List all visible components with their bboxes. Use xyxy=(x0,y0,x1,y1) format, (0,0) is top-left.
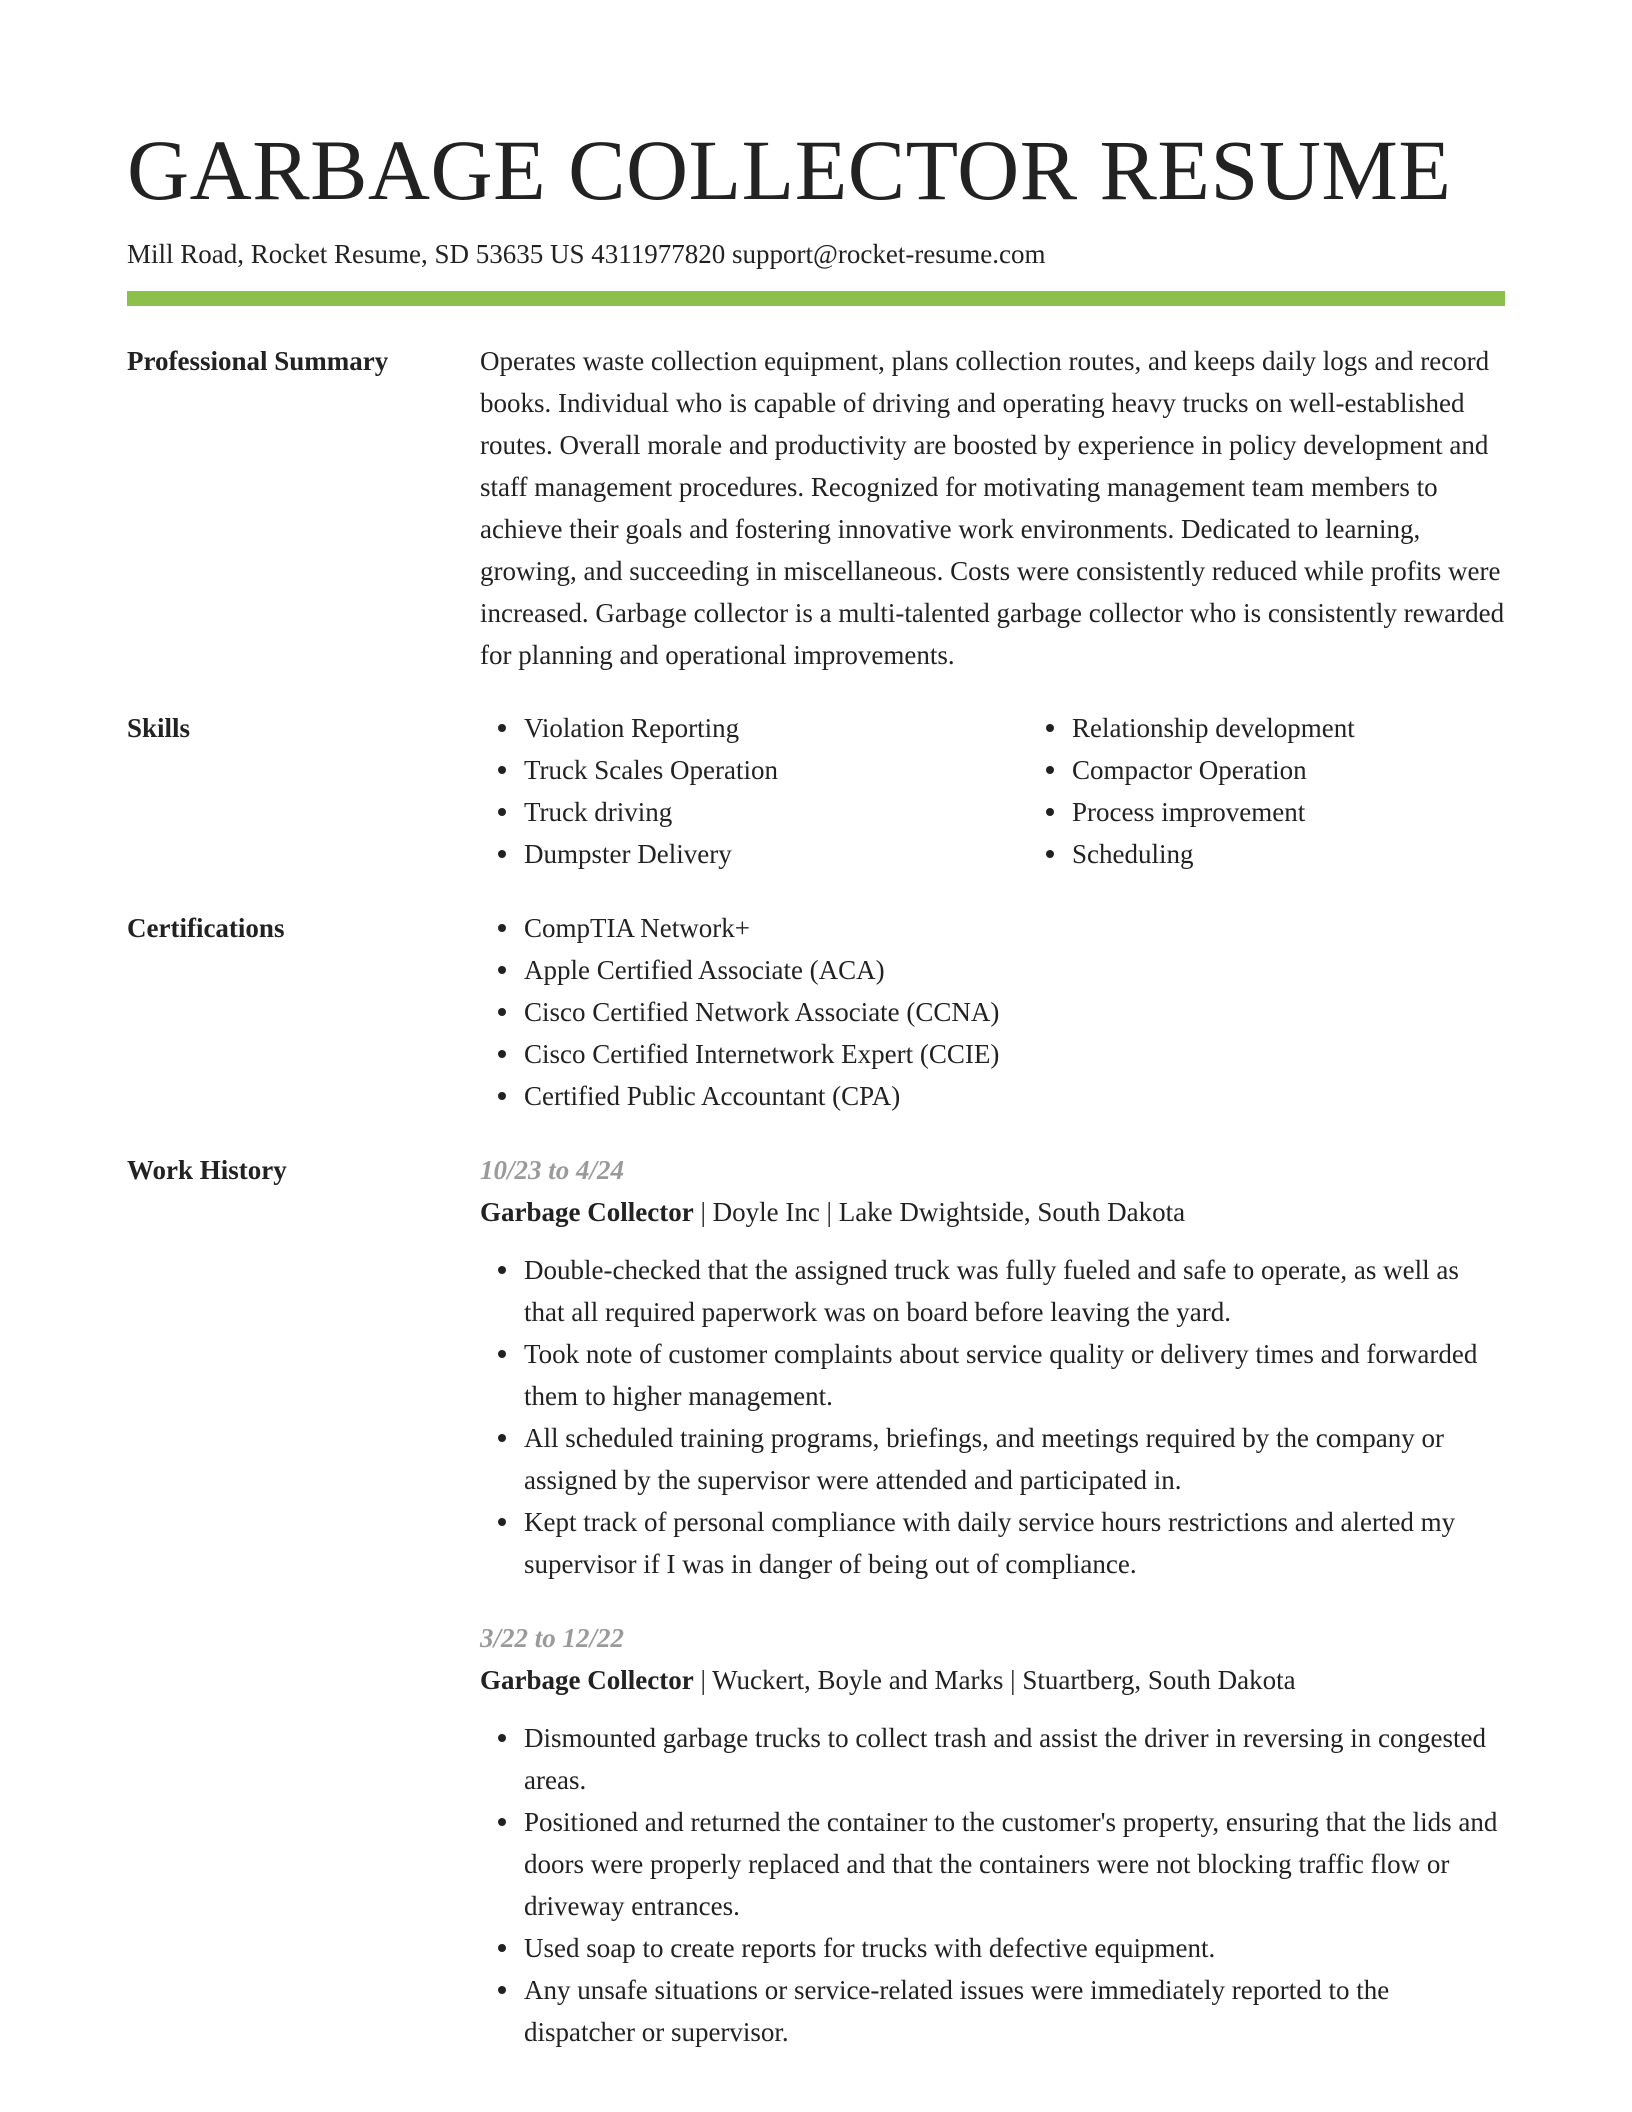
certification-item: CompTIA Network+ xyxy=(524,907,1505,949)
job-details: | Wuckert, Boyle and Marks | Stuartberg, South Dakota xyxy=(693,1665,1296,1695)
certification-item: Certified Public Accountant (CPA) xyxy=(524,1075,1505,1117)
skills-list-right xyxy=(1028,707,1576,875)
skill-item: Truck driving xyxy=(524,791,1028,833)
job-dates: 10/23 to 4/24 xyxy=(480,1155,625,1185)
job-role: Garbage Collector xyxy=(480,1665,694,1695)
summary-text: Operates waste collection equipment, plans collection routes, and keeps daily logs and record books. Individual who is capable of driving and operating heavy trucks on well-established routes. Overall morale and productivity are boosted by experience in policy development and staff management procedures. Recognized for motivating management team members to achieve their goals and fostering innovative work environments. Dedicated to learning, growing, and succeeding in miscellaneous. Costs were consistently reduced while profits were increased. Garbage collector is a multi-talented garbage collector who is consistently rewarded for planning and operational improvements. xyxy=(480,346,1505,670)
certifications-list xyxy=(480,907,1505,1117)
job-bullet: Used soap to create reports for trucks with defective equipment. xyxy=(524,1927,1505,1969)
skill-item: Dumpster Delivery xyxy=(524,833,1028,875)
job-title-line xyxy=(480,1191,1505,1233)
job-details: | Doyle Inc | Lake Dwightside, South Dakota xyxy=(693,1197,1186,1227)
job-bullet: Kept track of personal compliance with daily service hours restrictions and alerted my supervisor if I was in danger of being out of compliance. xyxy=(524,1501,1505,1585)
contact-line: Mill Road, Rocket Resume, SD 53635 US 4311977820 support@rocket-resume.com xyxy=(127,239,1046,269)
certification-item: Cisco Certified Internetwork Expert (CCIE) xyxy=(524,1033,1505,1075)
job-bullet: All scheduled training programs, briefings, and meetings required by the company or assigned by the supervisor were attended and participated in. xyxy=(524,1417,1505,1501)
header-divider xyxy=(127,291,1505,306)
job-entry xyxy=(480,1617,1505,2053)
certifications-label: Certifications xyxy=(127,913,285,943)
skills-label: Skills xyxy=(127,713,191,743)
job-bullet: Dismounted garbage trucks to collect trash and assist the driver in reversing in congested areas. xyxy=(524,1717,1505,1801)
certification-item: Cisco Certified Network Associate (CCNA) xyxy=(524,991,1505,1033)
job-bullet: Any unsafe situations or service-related issues were immediately reported to the dispatcher or supervisor. xyxy=(524,1969,1505,2053)
skill-item: Process improvement xyxy=(1072,791,1576,833)
skills-list-left xyxy=(480,707,1028,875)
page-title: GARBAGE COLLECTOR RESUME xyxy=(127,122,1452,218)
job-dates: 3/22 to 12/22 xyxy=(480,1623,625,1653)
certifications-section xyxy=(127,907,1505,1117)
summary-section xyxy=(127,340,1505,676)
skills-section xyxy=(127,707,1505,875)
job-title-line xyxy=(480,1659,1505,1701)
work-history-label: Work History xyxy=(127,1155,287,1185)
job-bullets xyxy=(480,1249,1505,1585)
skill-item: Scheduling xyxy=(1072,833,1576,875)
skill-item: Compactor Operation xyxy=(1072,749,1576,791)
skill-item: Truck Scales Operation xyxy=(524,749,1028,791)
job-role: Garbage Collector xyxy=(480,1197,694,1227)
summary-label: Professional Summary xyxy=(127,346,389,376)
skill-item: Violation Reporting xyxy=(524,707,1028,749)
work-history-section xyxy=(127,1149,1505,2053)
job-bullet: Positioned and returned the container to the customer's property, ensuring that the lids and doors were properly replaced and that the containers were not blocking traffic flow or driveway entrances. xyxy=(524,1801,1505,1927)
job-bullet: Double-checked that the assigned truck was fully fueled and safe to operate, as well as that all required paperwork was on board before leaving the yard. xyxy=(524,1249,1505,1333)
skill-item: Relationship development xyxy=(1072,707,1576,749)
job-entry xyxy=(480,1149,1505,1585)
job-bullets xyxy=(480,1717,1505,2053)
job-bullet: Took note of customer complaints about service quality or delivery times and forwarded them to higher management. xyxy=(524,1333,1505,1417)
certification-item: Apple Certified Associate (ACA) xyxy=(524,949,1505,991)
